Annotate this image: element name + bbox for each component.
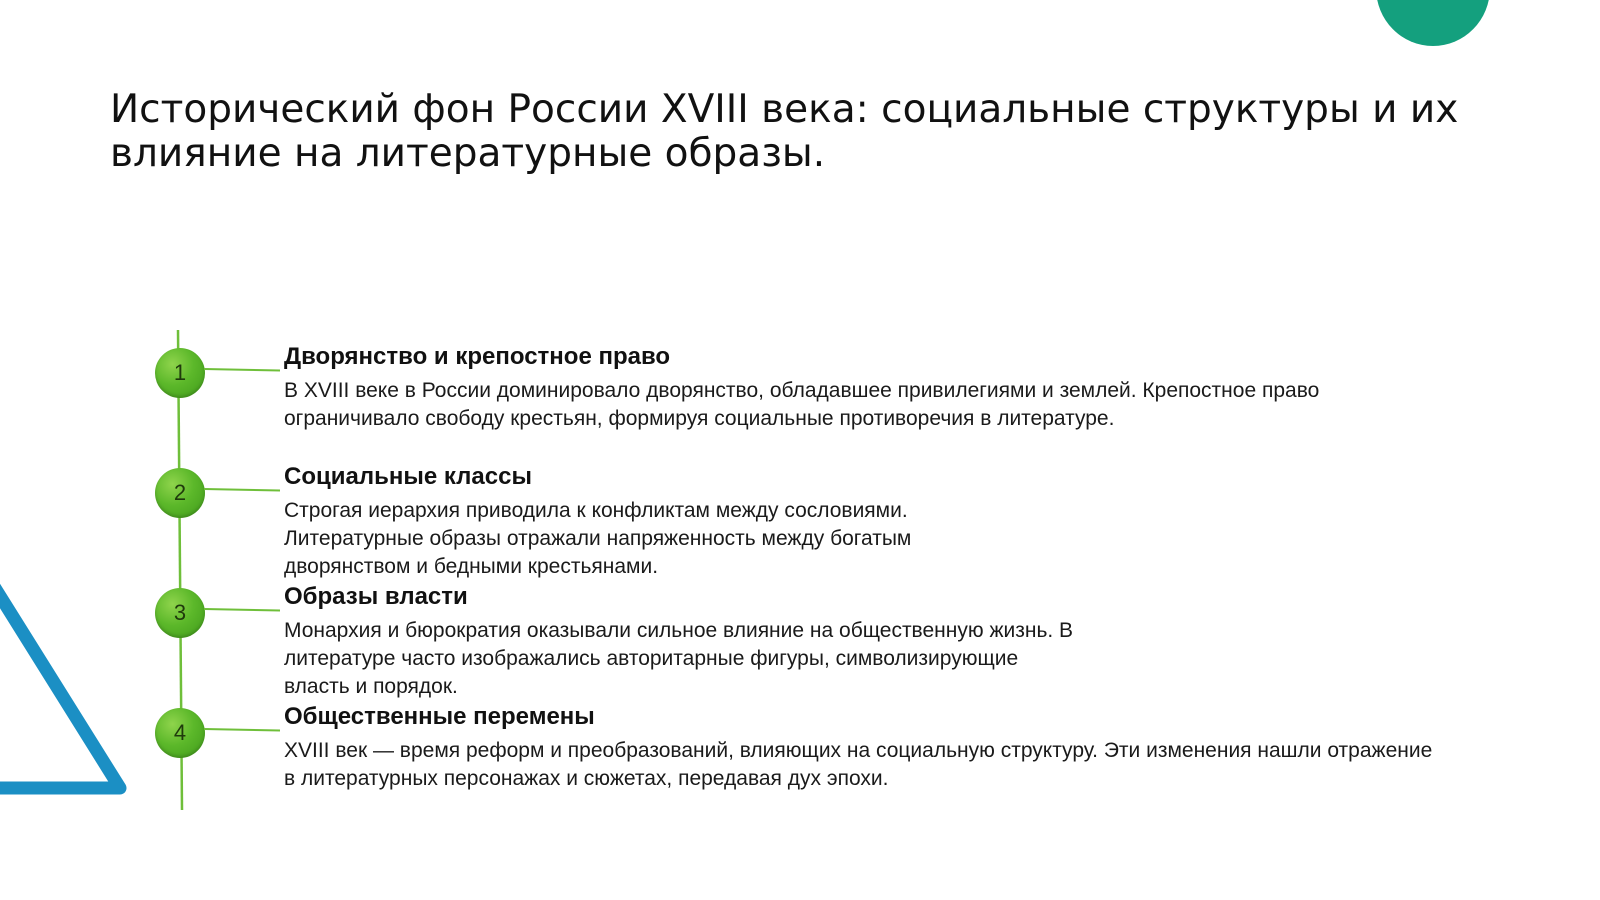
step-4 bbox=[284, 703, 1444, 793]
step-1-text: В XVIII веке в России доминировало дворянство, обладавшее привилегиями и землей. Крепостное право ограничивало свободу крестьян, формируя социальные противоречия в литературе. bbox=[284, 379, 1320, 430]
step-4-connector bbox=[204, 728, 280, 732]
step-1-title: Дворянство и крепостное право bbox=[284, 343, 671, 370]
step-1-number: 1 bbox=[173, 360, 187, 385]
step-4-text: XVIII век — время реформ и преобразований, влияющих на социальную структуру. Эти изменения нашли отражение в литературных персонажах и сюжетах, передавая дух эпохи. bbox=[284, 739, 1433, 790]
step-3-connector bbox=[204, 608, 280, 612]
step-2-number: 2 bbox=[173, 480, 187, 505]
step-1 bbox=[284, 343, 1444, 433]
decorative-triangle bbox=[0, 560, 140, 820]
step-3 bbox=[284, 583, 1074, 701]
step-2-marker bbox=[155, 468, 205, 518]
step-1-connector bbox=[204, 368, 280, 372]
step-2 bbox=[284, 463, 994, 581]
step-1-marker bbox=[155, 348, 205, 398]
step-4-marker bbox=[155, 708, 205, 758]
step-4-title: Общественные перемены bbox=[284, 703, 595, 730]
step-2-connector bbox=[204, 488, 280, 492]
decorative-circle bbox=[1376, 0, 1490, 46]
step-3-title: Образы власти bbox=[284, 583, 468, 610]
step-2-title: Социальные классы bbox=[284, 463, 532, 490]
step-2-text: Строгая иерархия приводила к конфликтам между сословиями. Литературные образы отражали напряженность между богатым дворянством и бедными крестьянами. bbox=[284, 499, 912, 578]
step-3-marker bbox=[155, 588, 205, 638]
step-3-number: 3 bbox=[173, 600, 187, 625]
slide-title: Исторический фон России XVIII века: социальные структуры и их влияние на литературные образы. bbox=[110, 87, 1459, 176]
step-3-text: Монархия и бюрократия оказывали сильное влияние на общественную жизнь. В литературе часто изображались авторитарные фигуры, символизирующие власть и порядок. bbox=[284, 619, 1074, 698]
step-4-number: 4 bbox=[173, 720, 187, 745]
